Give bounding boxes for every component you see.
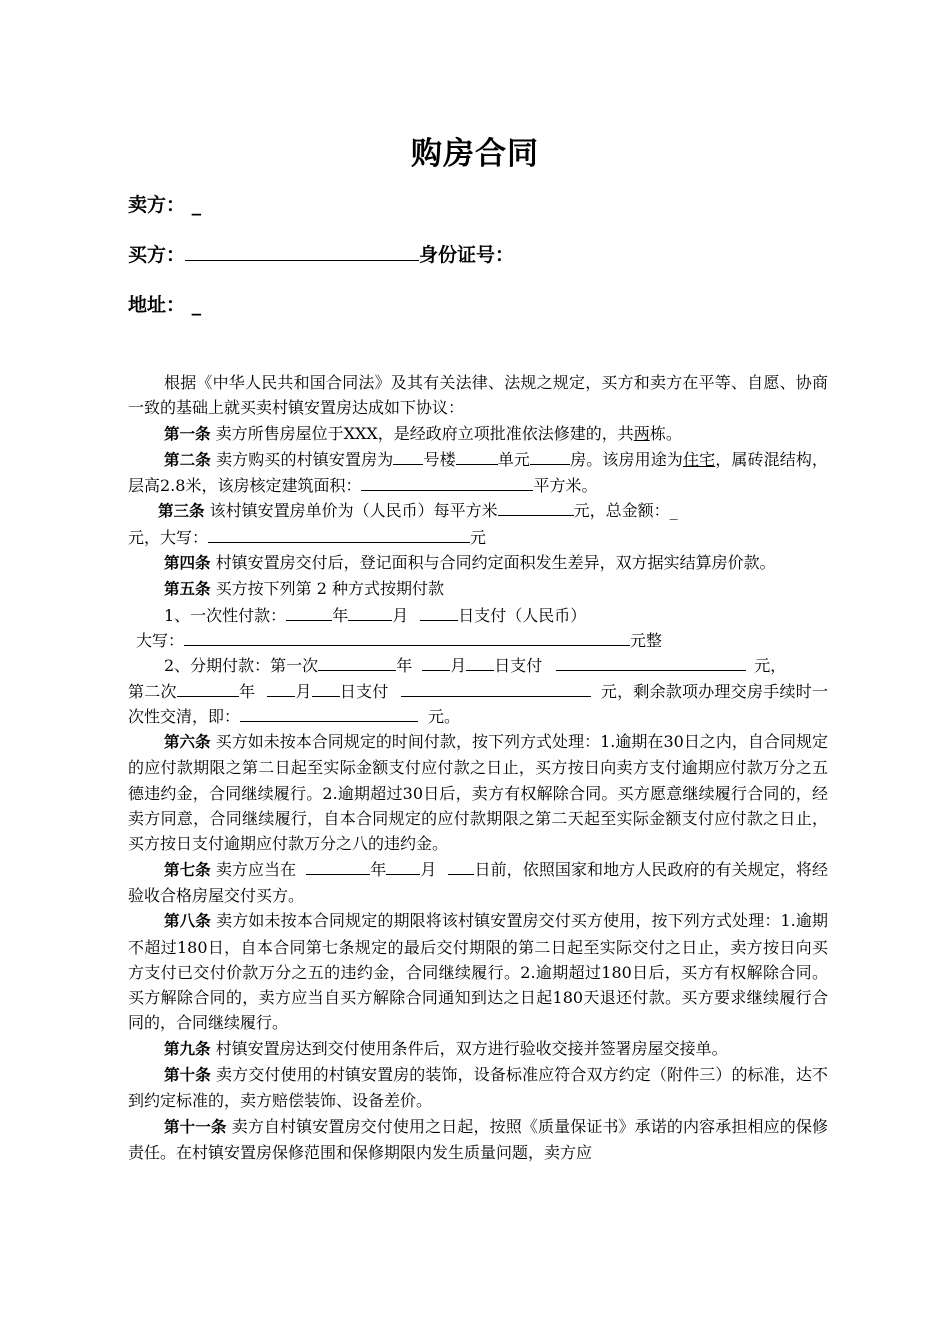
- second-day-field[interactable]: [312, 681, 340, 697]
- second-amount-field[interactable]: [401, 681, 591, 697]
- total-label: 元，总金额：: [573, 501, 670, 521]
- installment-paragraph: [128, 653, 828, 729]
- lump-daxie-field[interactable]: [184, 630, 630, 646]
- first-amount-field[interactable]: [556, 655, 746, 671]
- article-7: [128, 857, 828, 909]
- article-1: [128, 421, 828, 447]
- seller-line: [128, 190, 201, 217]
- year-label-2: 年: [396, 656, 413, 676]
- article-7-end: 日前，依照国家和地方人民政府的有关规定，将经验收合格房屋交付买方。: [128, 859, 828, 905]
- article-6-text: 买方如未按本合同规定的时间付款，按下列方式处理：1.逾期在30日之内，自合同规定的应付款期限之第二日起至实际金额支付应付款之日止，买方按日向卖方支付逾期应付款万分之五德违约金，合同继续履行。2.逾期超过30日后，卖方有权解除合同。买方愿意继续履行合同的，经卖方同意，合同继续履行，自本合同规定的应付款期限之第二天起至实际金额支付应付款之日止，买方按日支付逾期应付款万分之八的违约金。: [128, 732, 828, 854]
- address-blank[interactable]: _: [191, 294, 202, 316]
- month-label-2: 月: [450, 656, 467, 676]
- article-4-heading: 第四条: [164, 554, 211, 573]
- buyer-label: 买方：: [128, 244, 186, 266]
- delivery-month-label: 月: [420, 859, 437, 879]
- yuan-label: 元: [470, 527, 487, 547]
- usage-value: 住宅: [683, 449, 716, 469]
- total-blank[interactable]: _: [669, 501, 678, 521]
- yuan-comma: 元，: [754, 656, 787, 676]
- intro-paragraph: 根据《中华人民共和国合同法》及其有关法律、法规之规定，买方和卖方在平等、自愿、协商一致的基础上就买卖村镇安置房达成如下协议：: [128, 373, 828, 418]
- daxie-label-2: 大写：: [136, 630, 185, 650]
- article-2: [128, 447, 828, 499]
- address-label: 地址：: [128, 294, 186, 316]
- structure-text: ，属砖混结构，层高2.8米，该房核定建筑面积：: [128, 449, 828, 496]
- article-4-text: 村镇安置房交付后，登记面积与合同约定面积发生差异，双方据实结算房价款。: [215, 553, 776, 573]
- yuanzheng-label: 元整: [630, 630, 663, 650]
- month-label-3: 月: [295, 681, 312, 701]
- article-2-text: 卖方购买的村镇安置房为: [216, 449, 394, 469]
- article-7-text: 卖方应当在: [215, 859, 297, 879]
- article-5: [128, 576, 828, 602]
- article-8-text: 卖方如未按本合同规定的期限将该村镇安置房交付买方使用，按下列方式处理：1.逾期不超过180日，自本合同第七条规定的最后交付期限的第二日起至实际交付之日止，卖方按日向买方支付已交付价款万分之五的违约金，合同继续履行。2.逾期超过180日后，买方有权解除合同。买方解除合同的，卖方应当自买方解除合同通知到达之日起180天退还付款。买方要求继续履行合同的，合同继续履行。: [128, 911, 828, 1033]
- lump-day-field[interactable]: [420, 605, 458, 621]
- buyer-name-field[interactable]: [185, 244, 419, 261]
- article-1-end: 栋。: [649, 423, 682, 443]
- day-pay-label-2: 日支付: [494, 656, 543, 676]
- unit-field[interactable]: [456, 449, 498, 465]
- delivery-day-field[interactable]: [448, 859, 474, 875]
- unit-label: 单元: [497, 449, 531, 469]
- year-label: 年: [332, 605, 349, 625]
- day-pay-label: 日支付（人民币）: [458, 605, 587, 625]
- article-10-text: 卖方交付使用的村镇安置房的装饰，设备标准应符合双方约定（附件三）的标准，达不到约定标准的，卖方赔偿装饰、设备差价。: [128, 1065, 828, 1111]
- second-year-field[interactable]: [177, 681, 239, 697]
- total-daxie-field[interactable]: [208, 527, 470, 543]
- area-field[interactable]: [361, 475, 533, 491]
- article-11-text: 卖方自村镇安置房交付使用之日起，按照《质量保证书》承诺的内容承担相应的保修责任。在村镇安置房保修范围和保修期限内发生质量问题，卖方应: [128, 1116, 828, 1162]
- first-day-field[interactable]: [466, 655, 494, 671]
- article-9: [128, 1036, 828, 1062]
- building-count: 两: [633, 423, 650, 443]
- building-label: 号楼: [423, 449, 456, 469]
- article-5-text: 买方按下列第 2 种方式按期付款: [215, 579, 444, 599]
- article-7-heading: 第七条: [164, 860, 211, 879]
- article-8: [128, 908, 828, 1035]
- unit-price-label: 该村镇安置房单价为（人民币）每平方米: [209, 501, 498, 521]
- month-label: 月: [392, 605, 409, 625]
- usage-label: 房。该房用途为: [570, 449, 683, 469]
- installment-label: 2、分期付款：第一次: [164, 656, 319, 676]
- second-label: 第二次: [128, 681, 177, 701]
- daxie-line: [128, 628, 828, 653]
- article-1-text: 卖方所售房屋位于XXX，是经政府立项批准依法修建的，共: [215, 423, 634, 443]
- address-line: [128, 290, 201, 317]
- seller-blank[interactable]: _: [191, 194, 202, 216]
- remain-text: 元，剩余款项办理交房手续时一次性交清，即：: [128, 681, 828, 726]
- year-label-3: 年: [238, 681, 256, 701]
- delivery-month-field[interactable]: [386, 859, 420, 875]
- delivery-year-label: 年: [370, 859, 387, 879]
- seller-label: 卖方：: [128, 194, 186, 216]
- article-6: [128, 729, 828, 856]
- article-11: [128, 1114, 828, 1166]
- contract-body: [128, 370, 828, 1165]
- article-5-heading: 第五条: [164, 580, 211, 599]
- unit-price-field[interactable]: [498, 500, 574, 516]
- article-1-heading: 第一条: [164, 424, 211, 443]
- yuan-end: 元。: [428, 706, 461, 726]
- first-month-field[interactable]: [422, 655, 450, 671]
- id-number-label: 身份证号：: [419, 244, 515, 266]
- delivery-year-field[interactable]: [306, 859, 370, 875]
- remain-amount-field[interactable]: [240, 706, 418, 722]
- daxie-label: 元，大写：: [128, 527, 209, 547]
- article-3: [128, 498, 828, 550]
- area-unit: 平方米。: [533, 476, 598, 496]
- buyer-line: [128, 240, 514, 267]
- article-2-heading: 第二条: [164, 450, 211, 469]
- article-9-heading: 第九条: [164, 1039, 211, 1058]
- lump-year-field[interactable]: [286, 605, 332, 621]
- article-10-heading: 第十条: [164, 1066, 211, 1085]
- article-4: [128, 550, 828, 576]
- lump-sum-line: [128, 603, 828, 628]
- building-no-field[interactable]: [393, 449, 423, 465]
- second-month-field[interactable]: [267, 681, 295, 697]
- lump-sum-label: 1、一次性付款：: [164, 605, 287, 625]
- article-8-heading: 第八条: [164, 912, 211, 931]
- room-field[interactable]: [530, 449, 570, 465]
- lump-month-field[interactable]: [348, 605, 392, 621]
- article-3-heading: 第三条: [158, 502, 205, 521]
- article-6-heading: 第六条: [164, 733, 211, 752]
- article-11-heading: 第十一条: [164, 1117, 227, 1136]
- article-10: [128, 1062, 828, 1114]
- article-9-text: 村镇安置房达到交付使用条件后，双方进行验收交接并签署房屋交接单。: [215, 1038, 728, 1058]
- first-year-field[interactable]: [318, 655, 396, 671]
- page-title: 购房合同: [411, 136, 539, 172]
- day-pay-label-3: 日支付: [339, 681, 389, 701]
